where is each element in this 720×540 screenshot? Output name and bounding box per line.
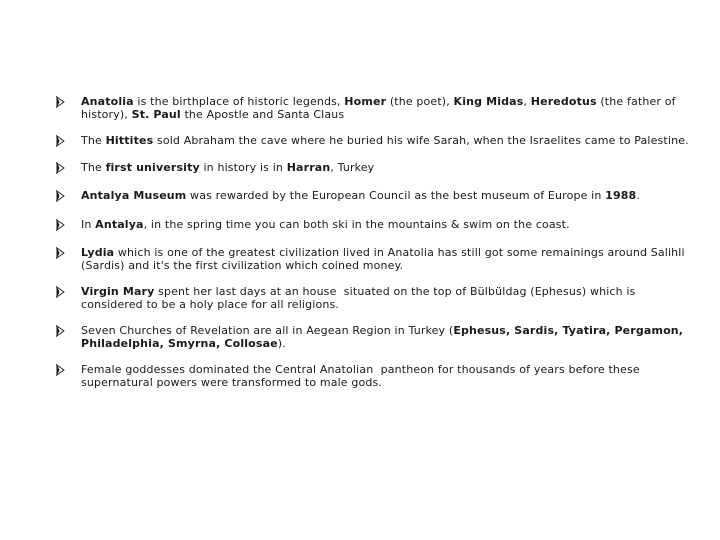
bullet-item — [56, 286, 696, 311]
bullet-emphasis: Harran — [286, 160, 331, 174]
bullet-emphasis: Virgin Mary — [81, 285, 155, 298]
bullet-run: is the birthplace of historic legends, — [133, 95, 345, 108]
bullet-emphasis: King Midas — [453, 95, 524, 108]
arrowhead-bullet-icon — [56, 96, 66, 108]
arrowhead-bullet-icon — [56, 162, 66, 174]
bullet-text — [81, 364, 696, 389]
arrowhead-bullet-icon — [56, 219, 66, 231]
arrowhead-bullet-icon — [56, 247, 66, 259]
bullet-text — [81, 135, 696, 148]
bullet-text — [81, 286, 696, 311]
bullet-emphasis: Anatolia — [81, 95, 134, 108]
bullet-item — [56, 364, 696, 389]
bullet-text — [81, 247, 696, 272]
arrowhead-bullet-icon — [56, 325, 66, 337]
bullet-run: ). — [277, 336, 286, 350]
bullet-emphasis: St. Paul — [131, 107, 181, 121]
bullet-run: . — [636, 189, 641, 202]
bullet-emphasis: Antalya Museum — [81, 189, 187, 202]
bullet-run: , — [523, 95, 531, 108]
bullet-item — [56, 219, 696, 232]
bullet-list — [56, 96, 696, 389]
arrowhead-bullet-icon — [56, 135, 66, 147]
arrowhead-bullet-icon — [56, 190, 66, 202]
bullet-run: , Turkey — [330, 160, 375, 174]
bullet-emphasis: Heredotus — [530, 95, 597, 108]
bullet-text — [81, 190, 696, 203]
bullet-run: the Apostle and Santa Claus — [180, 107, 345, 121]
bullet-item — [56, 325, 696, 350]
bullet-text — [81, 219, 696, 232]
bullet-emphasis: Ephesus, Sardis, Tyatira, Pergamon, Philadelphia, Smyrna, Collosae — [81, 324, 684, 350]
bullet-run: The — [81, 134, 106, 147]
bullet-item — [56, 162, 696, 175]
bullet-run: , in the spring time you can both ski in the mountains & swim on the coast. — [143, 217, 570, 231]
bullet-text — [81, 162, 696, 175]
bullet-item — [56, 135, 696, 148]
bullet-run: in history is in — [199, 160, 287, 174]
bullet-emphasis: first university — [105, 160, 200, 174]
bullet-run: The — [81, 160, 106, 174]
bullet-run: spent her last days at an house situated on the top of Bülbüldag (Ephesus) which is considered to be a holy place for all religions. — [81, 285, 640, 311]
bullet-run: Seven Churches of Revelation are all in Aegean Region in Turkey ( — [81, 324, 454, 337]
bullet-item — [56, 96, 696, 121]
bullet-text — [81, 325, 696, 350]
bullet-run: was rewarded by the European Council as the best museum of Europe in — [186, 189, 606, 202]
bullet-run: In — [81, 217, 96, 231]
bullet-text — [81, 96, 696, 121]
bullet-emphasis: Lydia — [81, 246, 115, 259]
bullet-emphasis: 1988 — [605, 189, 637, 202]
bullet-run: (the poet), — [386, 95, 454, 108]
bullet-item — [56, 190, 696, 203]
bullet-emphasis: Hittites — [105, 134, 154, 147]
arrowhead-bullet-icon — [56, 364, 66, 376]
bullet-run: (the father of history), — [81, 95, 680, 121]
bullet-run: Female goddesses dominated the Central Anatolian pantheon for thousands of years before these supernatural powers were transformed to male gods. — [81, 363, 644, 389]
bullet-item — [56, 247, 696, 272]
arrowhead-bullet-icon — [56, 286, 66, 298]
bullet-emphasis: Homer — [344, 95, 387, 108]
bullet-run: which is one of the greatest civilization lived in Anatolia has still got some remainings around Salihli (Sardis) and it's the first civilization which coined money. — [81, 246, 689, 272]
bullet-emphasis: Antalya — [95, 217, 144, 231]
bullet-run: sold Abraham the cave where he buried his wife Sarah, when the Israelites came to Palestine. — [153, 134, 689, 147]
